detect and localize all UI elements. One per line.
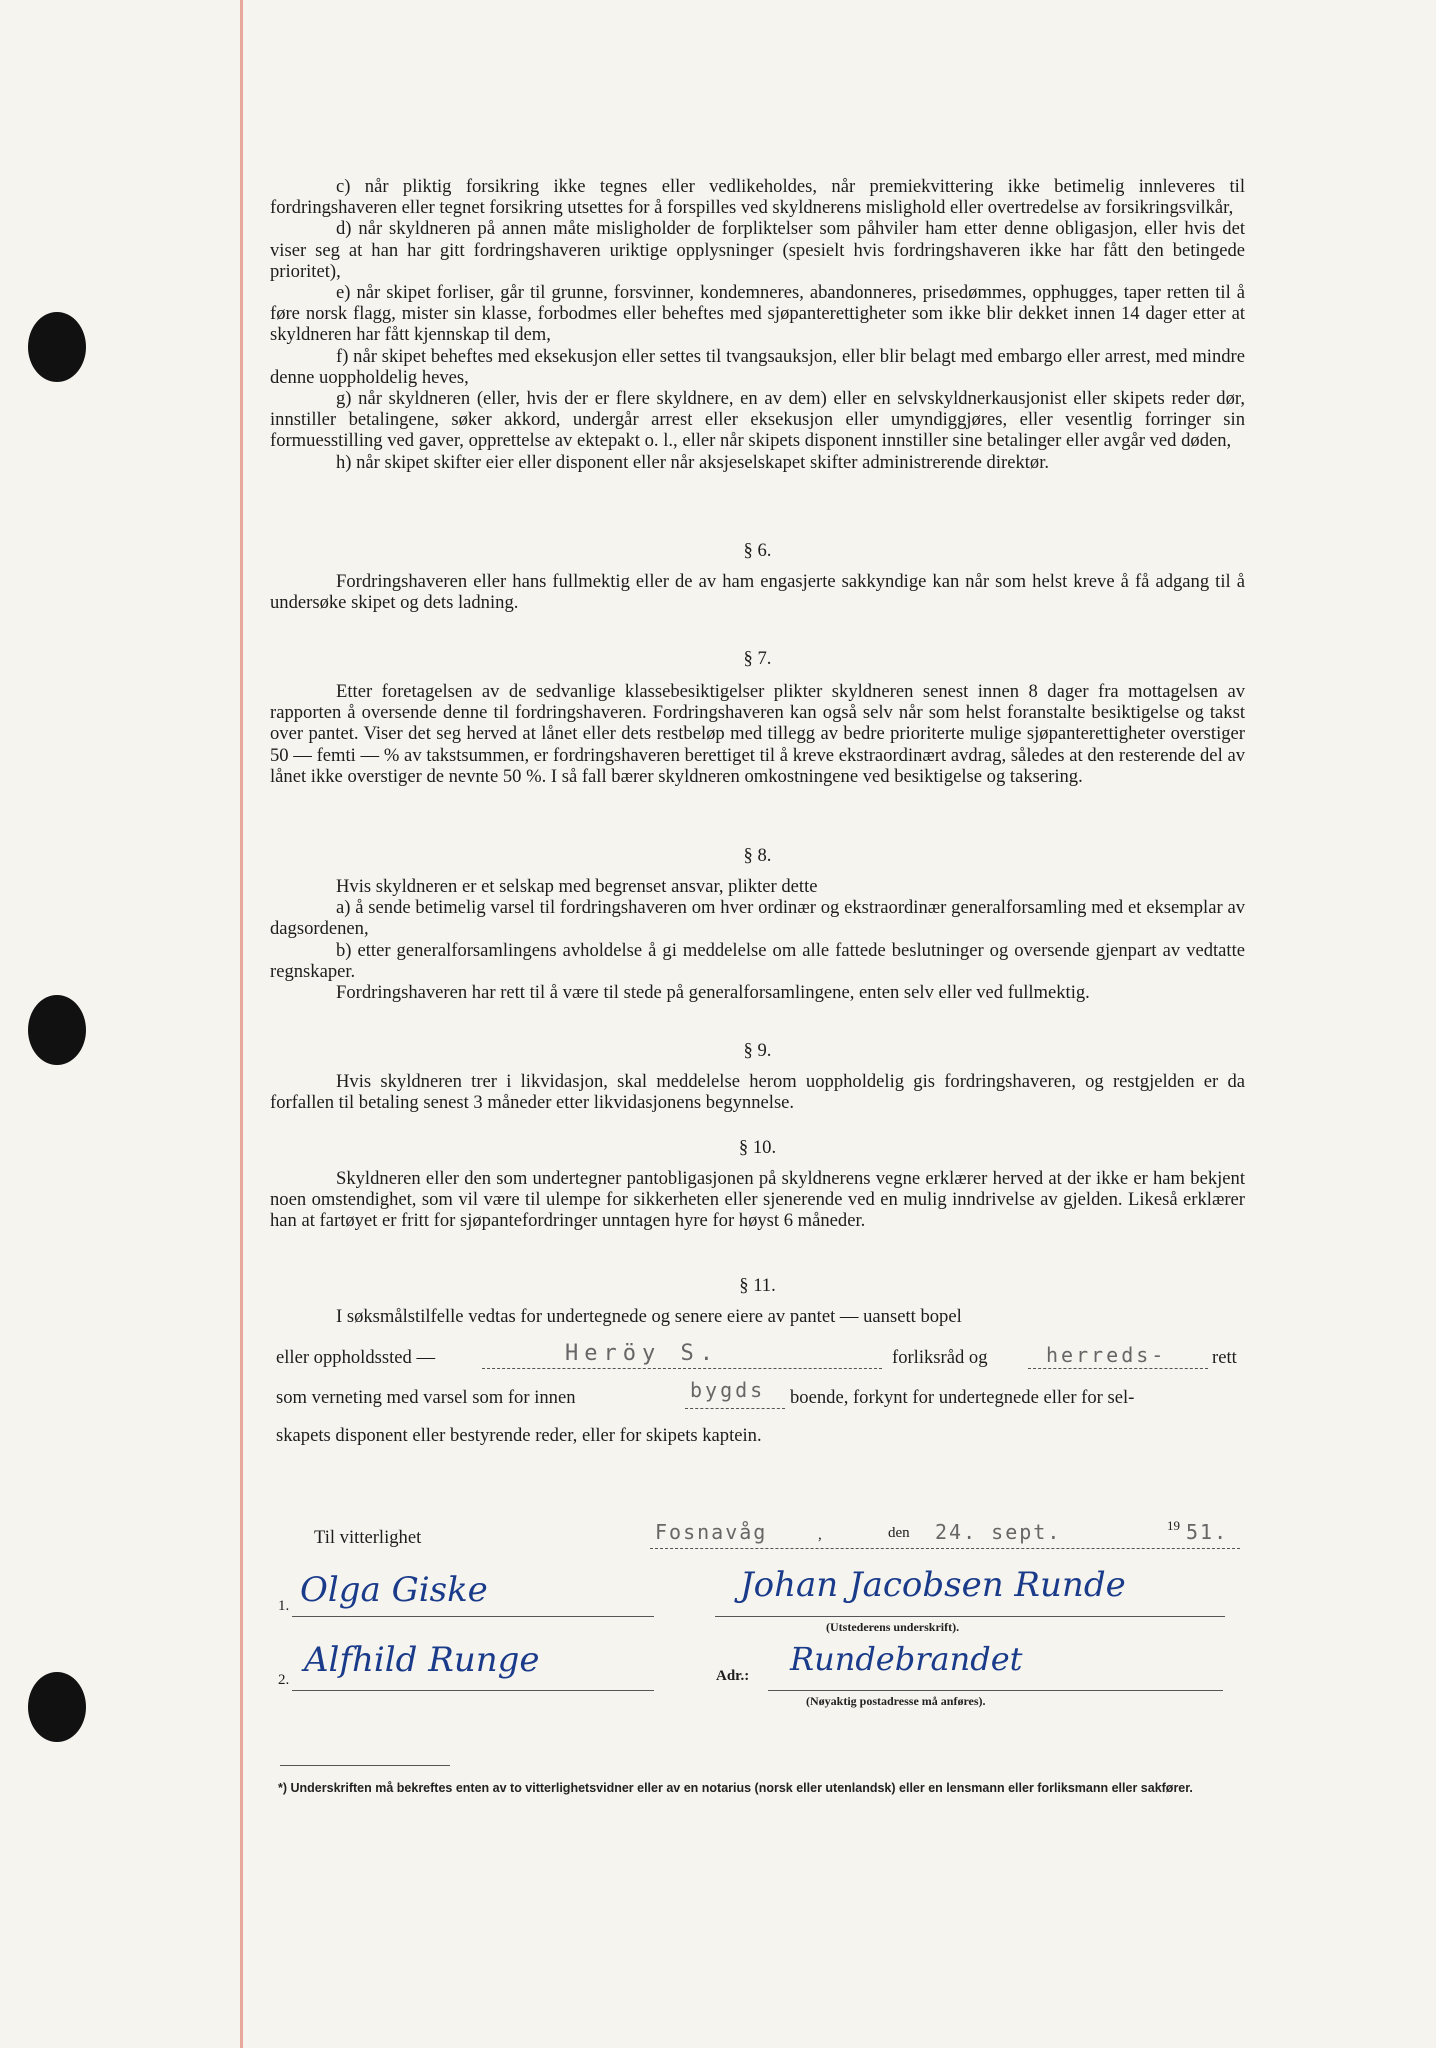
- clause-c: c) når pliktig forsikring ikke tegnes eller vedlikeholdes, når premiekvittering ikke betimelig innleveres til fordringshaveren eller tegnet forsikring utsettes for å forspilles ved skyldnerens mislighold eller overtredelse av forsikringsvilkår,: [270, 176, 1245, 219]
- section-text: Etter foretagelsen av de sedvanlige klassebesiktigelser plikter skyldneren senest innen 8 dager fra mottagelsen av rapporten å oversende denne til fordringshaveren. Fordringshaveren kan også selv når som helst foranstalte besiktigelse og takst over pantet. Viser det seg herved at lånet eller dets restbeløp med tillegg av bedre prioriterte mulige sjøpanterettigheter overstiger 50 — femti — % av takstsummen, er fordringshaveren berettiget til å kreve ekstraordinært avdrag, således at den resterende del av lånet ikke overstiger de nevnte 50 %. I så fall bærer skyldneren omkostningene ved besiktigelse og taksering.: [270, 681, 1245, 787]
- typed-bygds: bygds: [690, 1378, 766, 1402]
- section-item-b: b) etter generalforsamlingens avholdelse å gi meddelelse om alle fattede beslutninger og oversende gjenpart av vedtatte regnskaper.: [270, 939, 1245, 982]
- address-line: [768, 1690, 1223, 1691]
- witness1-line: [292, 1616, 654, 1617]
- address-value: Rundebrandet: [790, 1640, 1023, 1678]
- label-forliksrad: forliksråd og: [892, 1347, 988, 1368]
- typed-place-name: Fosnavåg: [655, 1520, 768, 1544]
- punch-hole: [28, 995, 86, 1065]
- den-label: den: [888, 1525, 910, 1541]
- section-item-a: a) å sende betimelig varsel til fordringshaveren om hver ordinær og ekstraordinær generalforsamling med et eksemplar av dagsordenen,: [270, 897, 1245, 940]
- witness1-number: 1.: [278, 1598, 290, 1614]
- court-underline: [1028, 1368, 1208, 1369]
- section-heading: § 6.: [743, 540, 772, 561]
- issuer-line: [715, 1616, 1225, 1617]
- year-prefix: 19: [1167, 1518, 1180, 1533]
- section-text: Fordringshaveren eller hans fullmektig eller de av ham engasjerte sakkyndige kan når som helst kreve å få adgang til å undersøke skipet og dets ladning.: [270, 571, 1245, 614]
- section-heading: § 7.: [743, 648, 772, 669]
- section-line4: skapets disponent eller bestyrende reder, eller for skipets kaptein.: [276, 1425, 762, 1446]
- label-verneting: som verneting med varsel som for innen: [276, 1387, 576, 1408]
- label-boende: boende, forkynt for undertegnede eller for sel-: [790, 1387, 1135, 1408]
- witness1-signature: Olga Giske: [300, 1570, 488, 1610]
- clause-f: f) når skipet beheftes med eksekusjon eller settes til tvangsauksjon, eller blir belagt med embargo eller arrest, med mindre denne uoppholdelig heves,: [270, 345, 1245, 388]
- place-underline: [482, 1368, 882, 1369]
- label-residence: eller oppholdssted —: [276, 1347, 436, 1368]
- section-6: [270, 540, 1245, 613]
- section-text: Skyldneren eller den som undertegner pantobligasjonen på skyldnerens vegne erklærer herved at der ikke er ham bekjent noen omstendighet, som vil være til ulempe for sikkerheten eller sjenerende ved en mulig inndrivelse av gjelden. Likeså erklærer han at fartøyet er fritt for sjøpantefordringer unntagen hyre for høyst 6 måneder.: [270, 1168, 1245, 1232]
- issuer-signature: Johan Jacobsen Runde: [740, 1565, 1126, 1605]
- section-10: [270, 1137, 1245, 1232]
- address-caption: (Nøyaktig postadresse må anføres).: [806, 1694, 986, 1708]
- footnote-rule: [280, 1765, 450, 1766]
- margin-line: [240, 0, 243, 2048]
- section-text: Hvis skyldneren trer i likvidasjon, skal meddelelse herom uoppholdelig gis fordringshaveren, og restgjelden er da forfallen til betaling senest 3 måneder etter likvidasjonens begynnelse.: [270, 1071, 1245, 1114]
- section-intro: Hvis skyldneren er et selskap med begrenset ansvar, plikter dette: [336, 876, 818, 897]
- typed-court: herreds-: [1046, 1343, 1167, 1367]
- clause-g: g) når skyldneren (eller, hvis der er flere skyldnere, en av dem) eller en selvskyldnerkausjonist eller skipets reder dør, innstiller betalingene, søker akkord, undergår arrest eller eksekusjon eller umyndiggjøres, eller vesentlig forringer sin formuesstilling ved gaver, opprettelse av ektepakt o. l., eller når skipets disponent innstiller sine betalinger eller avgår ved døden,: [270, 388, 1245, 452]
- section-8: [270, 845, 1245, 1003]
- witness-label: Til vitterlighet: [314, 1527, 422, 1548]
- typed-date: 24. sept.: [935, 1520, 1062, 1544]
- section-heading: § 11.: [739, 1275, 776, 1296]
- label-rett: rett: [1212, 1347, 1237, 1368]
- clause-h: h) når skipet skifter eier eller disponent eller når aksjeselskapet skifter administrerende direktør.: [336, 451, 1050, 473]
- section-heading: § 9.: [743, 1040, 772, 1061]
- year-suffix: 51.: [1186, 1520, 1229, 1544]
- clause-d: d) når skyldneren på annen måte misligholder de forpliktelser som påhviler ham etter denne obligasjon, eller hvis det viser seg at han har gitt fordringshaveren uriktige opplysninger (spesielt hvis fordringshaveren ikke har fått den betingede prioritet),: [270, 218, 1245, 282]
- punch-hole: [28, 312, 86, 382]
- comma: ,: [818, 1527, 822, 1543]
- section-9: [270, 1040, 1245, 1113]
- section-heading: § 8.: [743, 845, 772, 866]
- section-end: Fordringshaveren har rett til å være til stede på generalforsamlingene, enten selv eller ved fullmektig.: [336, 982, 1090, 1004]
- bygds-underline: [685, 1408, 785, 1409]
- address-label: Adr.:: [716, 1668, 750, 1684]
- default-clauses: [270, 176, 1245, 473]
- section-7: [270, 648, 1245, 787]
- punch-hole: [28, 1672, 86, 1742]
- section-11: [270, 1275, 1245, 1327]
- date-underline: [650, 1548, 1240, 1549]
- section-line1: I søksmålstilfelle vedtas for undertegnede og senere eiere av pantet — uansett bopel: [336, 1306, 962, 1327]
- clause-e: e) når skipet forliser, går til grunne, forsvinner, kondemneres, abandonneres, prisedømmes, opphugges, taper retten til å føre norsk flagg, mister sin klasse, forbodmes eller beheftes med sjøpanterettigheter som ikke blir dekket innen 14 dager etter at skyldneren har fått kjennskap til dem,: [270, 282, 1245, 346]
- typed-place: Heröy S.: [565, 1341, 719, 1366]
- witness2-signature: Alfhild Runge: [304, 1640, 540, 1680]
- witness2-number: 2.: [278, 1672, 290, 1688]
- footnote: *) Underskriften må bekreftes enten av to vitterlighetsvidner eller av en notarius (norsk eller utenlandsk) eller en lensmann eller forliksmann eller sakfører.: [278, 1781, 1193, 1795]
- section-heading: § 10.: [738, 1137, 777, 1158]
- issuer-caption: (Utstederens underskrift).: [826, 1620, 960, 1634]
- witness2-line: [292, 1690, 654, 1691]
